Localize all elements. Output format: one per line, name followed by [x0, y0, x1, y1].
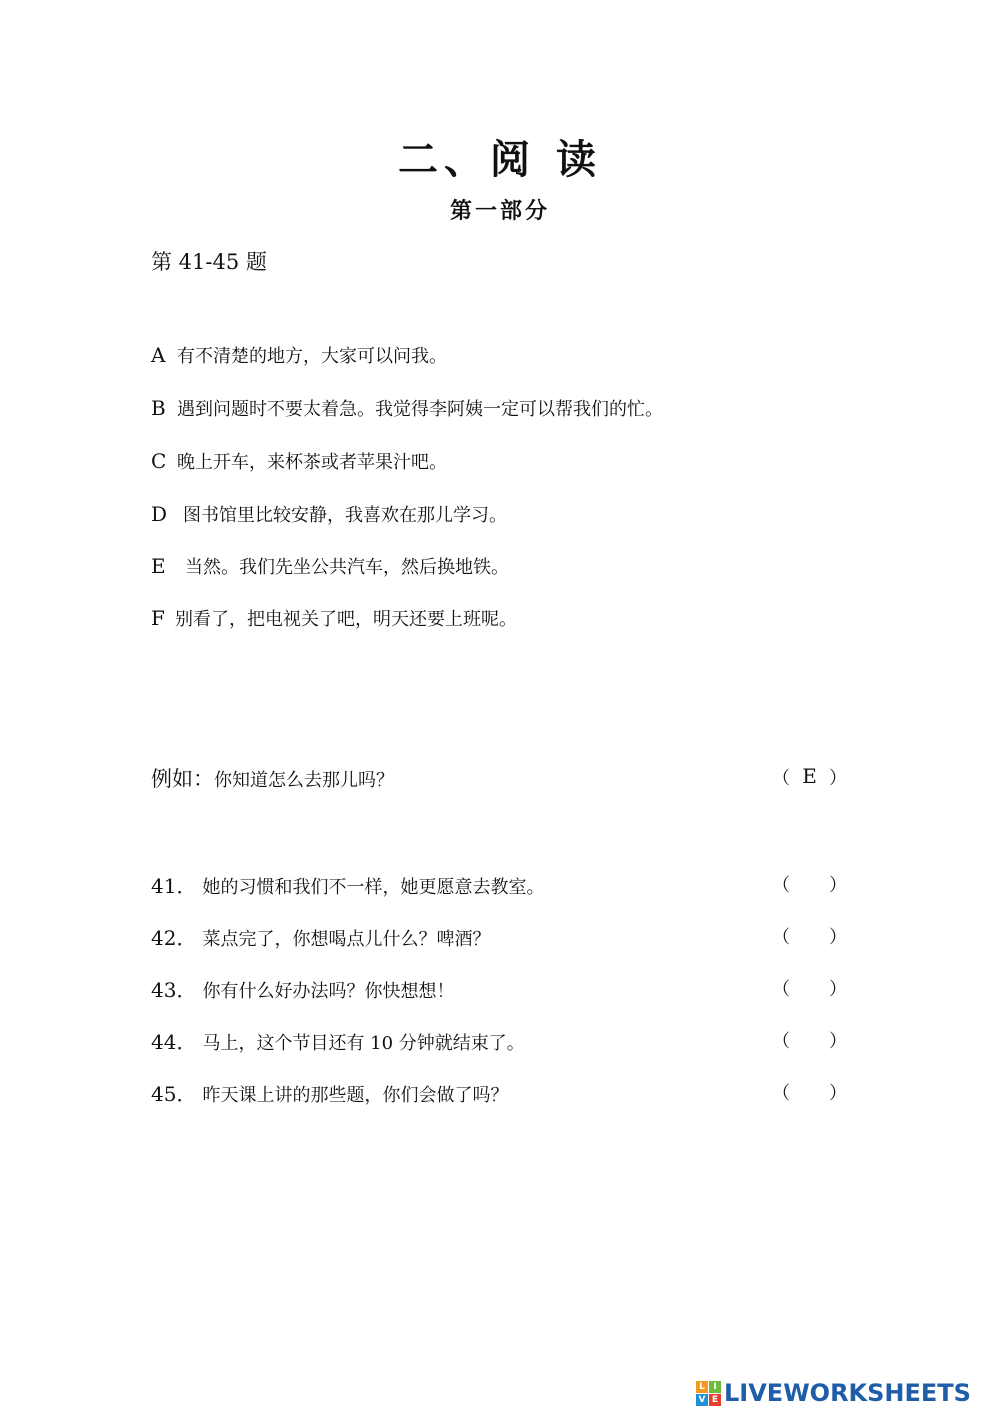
question-number: 42．	[151, 926, 197, 950]
paren-open: （	[772, 979, 790, 1000]
question-text: 你有什么好办法吗？你快想想！	[202, 981, 455, 1002]
paren-close: ）	[828, 768, 847, 789]
paren-open: （	[772, 1031, 790, 1052]
option-letter: F	[151, 606, 165, 630]
option-text: 遇到问题时不要太着急。我觉得李阿姨一定可以帮我们的忙。	[177, 399, 663, 420]
option-letter: E	[151, 554, 166, 578]
option-item	[151, 448, 447, 474]
option-item	[151, 553, 509, 579]
option-text: 有不清楚的地方，大家可以问我。	[177, 346, 447, 367]
option-letter: D	[151, 502, 168, 526]
logo-blocks-icon	[696, 1381, 721, 1406]
question-row	[151, 922, 490, 951]
logo-block: V	[696, 1394, 708, 1406]
question-number: 43．	[151, 978, 197, 1002]
question-text: 马上，这个节目还有 10 分钟就结束了。	[202, 1033, 525, 1054]
option-letter: A	[151, 343, 166, 367]
option-item	[151, 342, 447, 368]
logo-text: LIVEWORKSHEETS	[724, 1379, 971, 1407]
option-item	[151, 605, 517, 631]
option-item	[151, 501, 507, 527]
question-row	[151, 974, 454, 1003]
option-letter: B	[151, 396, 166, 420]
logo-block: E	[709, 1394, 721, 1406]
paren-close: ）	[829, 1031, 847, 1052]
paren-open: （	[772, 875, 790, 896]
question-text: 菜点完了，你想喝点儿什么？啤酒？	[202, 929, 491, 950]
paren-close: ）	[829, 979, 847, 1000]
option-text: 别看了，把电视关了吧，明天还要上班呢。	[175, 609, 517, 630]
option-item	[151, 395, 663, 421]
question-row	[151, 1078, 508, 1107]
paren-close: ）	[829, 927, 847, 948]
answer-blank[interactable]	[772, 871, 847, 897]
answer-blank[interactable]	[772, 1079, 847, 1105]
question-text: 她的习惯和我们不一样，她更愿意去教室。	[202, 877, 545, 898]
answer-blank[interactable]	[772, 1027, 847, 1053]
question-number: 41．	[151, 874, 197, 898]
answer-blank[interactable]	[772, 975, 847, 1001]
example-answer	[772, 764, 847, 790]
example-text: 你知道怎么去那儿吗？	[214, 770, 394, 791]
paren-open: （	[772, 927, 790, 948]
page-title: 二、阅 读	[398, 137, 602, 183]
paren-close: ）	[829, 875, 847, 896]
liveworksheets-logo[interactable]	[696, 1380, 971, 1406]
example-answer-value: E	[802, 764, 817, 788]
question-number: 45．	[151, 1082, 197, 1106]
question-range: 第 41-45 题	[151, 250, 267, 274]
example-label: 例如：	[151, 767, 214, 791]
logo-block: L	[696, 1381, 708, 1393]
logo-block: I	[709, 1381, 721, 1393]
question-text: 昨天课上讲的那些题，你们会做了吗？	[202, 1085, 509, 1106]
option-text: 当然。我们先坐公共汽车，然后换地铁。	[185, 557, 509, 578]
paren-close: ）	[829, 1083, 847, 1104]
option-text: 图书馆里比较安静，我喜欢在那儿学习。	[183, 505, 507, 526]
question-row	[151, 1026, 525, 1055]
question-row	[151, 870, 544, 899]
section-subtitle: 第一部分	[449, 199, 550, 224]
example-row	[151, 763, 394, 793]
paren-open: （	[772, 768, 790, 789]
option-letter: C	[151, 449, 167, 473]
answer-blank[interactable]	[772, 923, 847, 949]
option-text: 晚上开车，来杯茶或者苹果汁吧。	[177, 452, 447, 473]
question-number: 44．	[151, 1030, 197, 1054]
paren-open: （	[772, 1083, 790, 1104]
